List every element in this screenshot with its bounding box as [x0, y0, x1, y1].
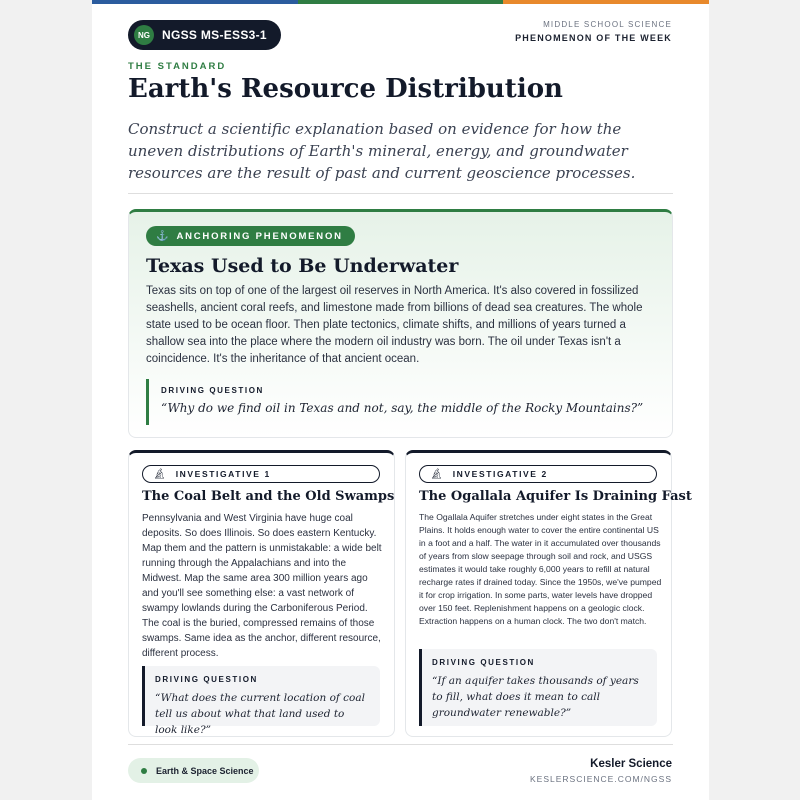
dot-icon [141, 768, 147, 774]
microscope-icon: 🔬︎ [153, 468, 166, 480]
standard-code-badge [128, 20, 281, 50]
driving-question-text: “Why do we find oil in Texas and not, say, the middle of the Rocky Mountains?” [161, 401, 644, 415]
anchoring-phenomenon-badge [146, 226, 355, 246]
worksheet-page [92, 0, 709, 800]
investigation-label: INVESTIGATIVE 1 [175, 469, 271, 479]
anchoring-phenomenon-label: ANCHORING PHENOMENON [176, 230, 343, 242]
investigation-body: The Ogallala Aquifer stretches under eight states in the Great Plains. It holds enough water to cover the entire continental US in a foot and a half. The water in it accumulated over thousands of years from slow seepage through soil and rock, and USGS estimates it would take roughly 6,000 years to refill at natural recharge rates if drained today. Since the 1950s, we've pumped it for crop irrigation. In some parts, water levels have dropped over 150 feet. Replenishment happens on a geologic clock. Extraction happens on a human clock. The two don't match. [419, 512, 662, 626]
anchor-driving-question [146, 379, 658, 425]
accent-green [298, 0, 504, 4]
standard-eyebrow: THE STANDARD [128, 61, 227, 72]
anchor-icon: ⚓ [156, 230, 169, 242]
series-kicker [515, 20, 672, 43]
page-title: Earth's Resource Distribution [128, 74, 563, 104]
accent-blue [92, 0, 298, 4]
investigation-badge [419, 465, 657, 483]
subject-tag [128, 758, 259, 783]
investigation-label: INVESTIGATIVE 2 [452, 469, 548, 479]
subject-tag-label: Earth & Space Science [156, 765, 254, 776]
driving-question-text: “If an aquifer takes thousands of years to fill, what does it mean to call groundwater renewable?” [432, 675, 639, 719]
brand-url: KESLERSCIENCE.COM/NGSS [530, 774, 672, 784]
investigation-card-2 [405, 450, 692, 737]
driving-question-label: DRIVING QUESTION [432, 658, 535, 667]
anchoring-phenomenon-card [128, 209, 673, 438]
investigation-badge [142, 465, 380, 483]
driving-question-label: DRIVING QUESTION [155, 675, 258, 684]
anchor-body: Texas sits on top of one of the largest oil reserves in North America. It's also covered in fossilized seashells, ancient coral reefs, and limestone made from billions of dead sea creatures. The whole state used to be ocean floor. Then plate tectonics, climate shifts, and millions of years turned a shallow sea into the place where the modern oil industry was born. The oil under Texas isn't a coincidence. It's the inheritance of that ancient ocean. [146, 285, 643, 365]
investigation-body: Pennsylvania and West Virginia have huge coal deposits. So does Illinois. So does eastern Kentucky. Map them and the pattern is unmistakable: a wide belt running through the Appalachians and into the Midwest. Map the same area 300 million years ago and you'll see something else: a vast network of swampy lowlands during the Carboniferous Period. The coal is the buried, compressed remains of those swamps. Same idea as the anchor, different resource, different process. [142, 513, 382, 659]
brand-block [530, 758, 672, 784]
divider [128, 193, 673, 194]
microscope-icon: 🔬︎ [430, 468, 443, 480]
driving-question-label: DRIVING QUESTION [161, 386, 264, 395]
investigation-driving-question [419, 649, 657, 726]
investigation-driving-question [142, 666, 380, 736]
investigation-card-1 [128, 450, 395, 737]
anchor-title: Texas Used to Be Underwater [146, 255, 459, 277]
standard-code: NGSS MS-ESS3-1 [162, 28, 267, 42]
series-name: PHENOMENON OF THE WEEK [515, 33, 672, 43]
footer-divider [128, 744, 673, 745]
series-subject: MIDDLE SCHOOL SCIENCE [543, 20, 672, 29]
color-accent-bar [92, 0, 709, 4]
ngss-logo-icon: NG [134, 25, 154, 45]
driving-question-text: “What does the current location of coal tell us about what that land used to look like?” [155, 692, 365, 736]
brand-name: Kesler Science [590, 758, 672, 770]
accent-orange [503, 0, 709, 4]
standard-statement: Construct a scientific explanation based on evidence for how the uneven distributions of Earth's mineral, energy, and groundwater resources are the result of past and current geoscience processes. [128, 120, 636, 182]
investigation-title: The Ogallala Aquifer Is Draining Fast [419, 489, 692, 504]
investigation-title: The Coal Belt and the Old Swamps [142, 489, 395, 504]
